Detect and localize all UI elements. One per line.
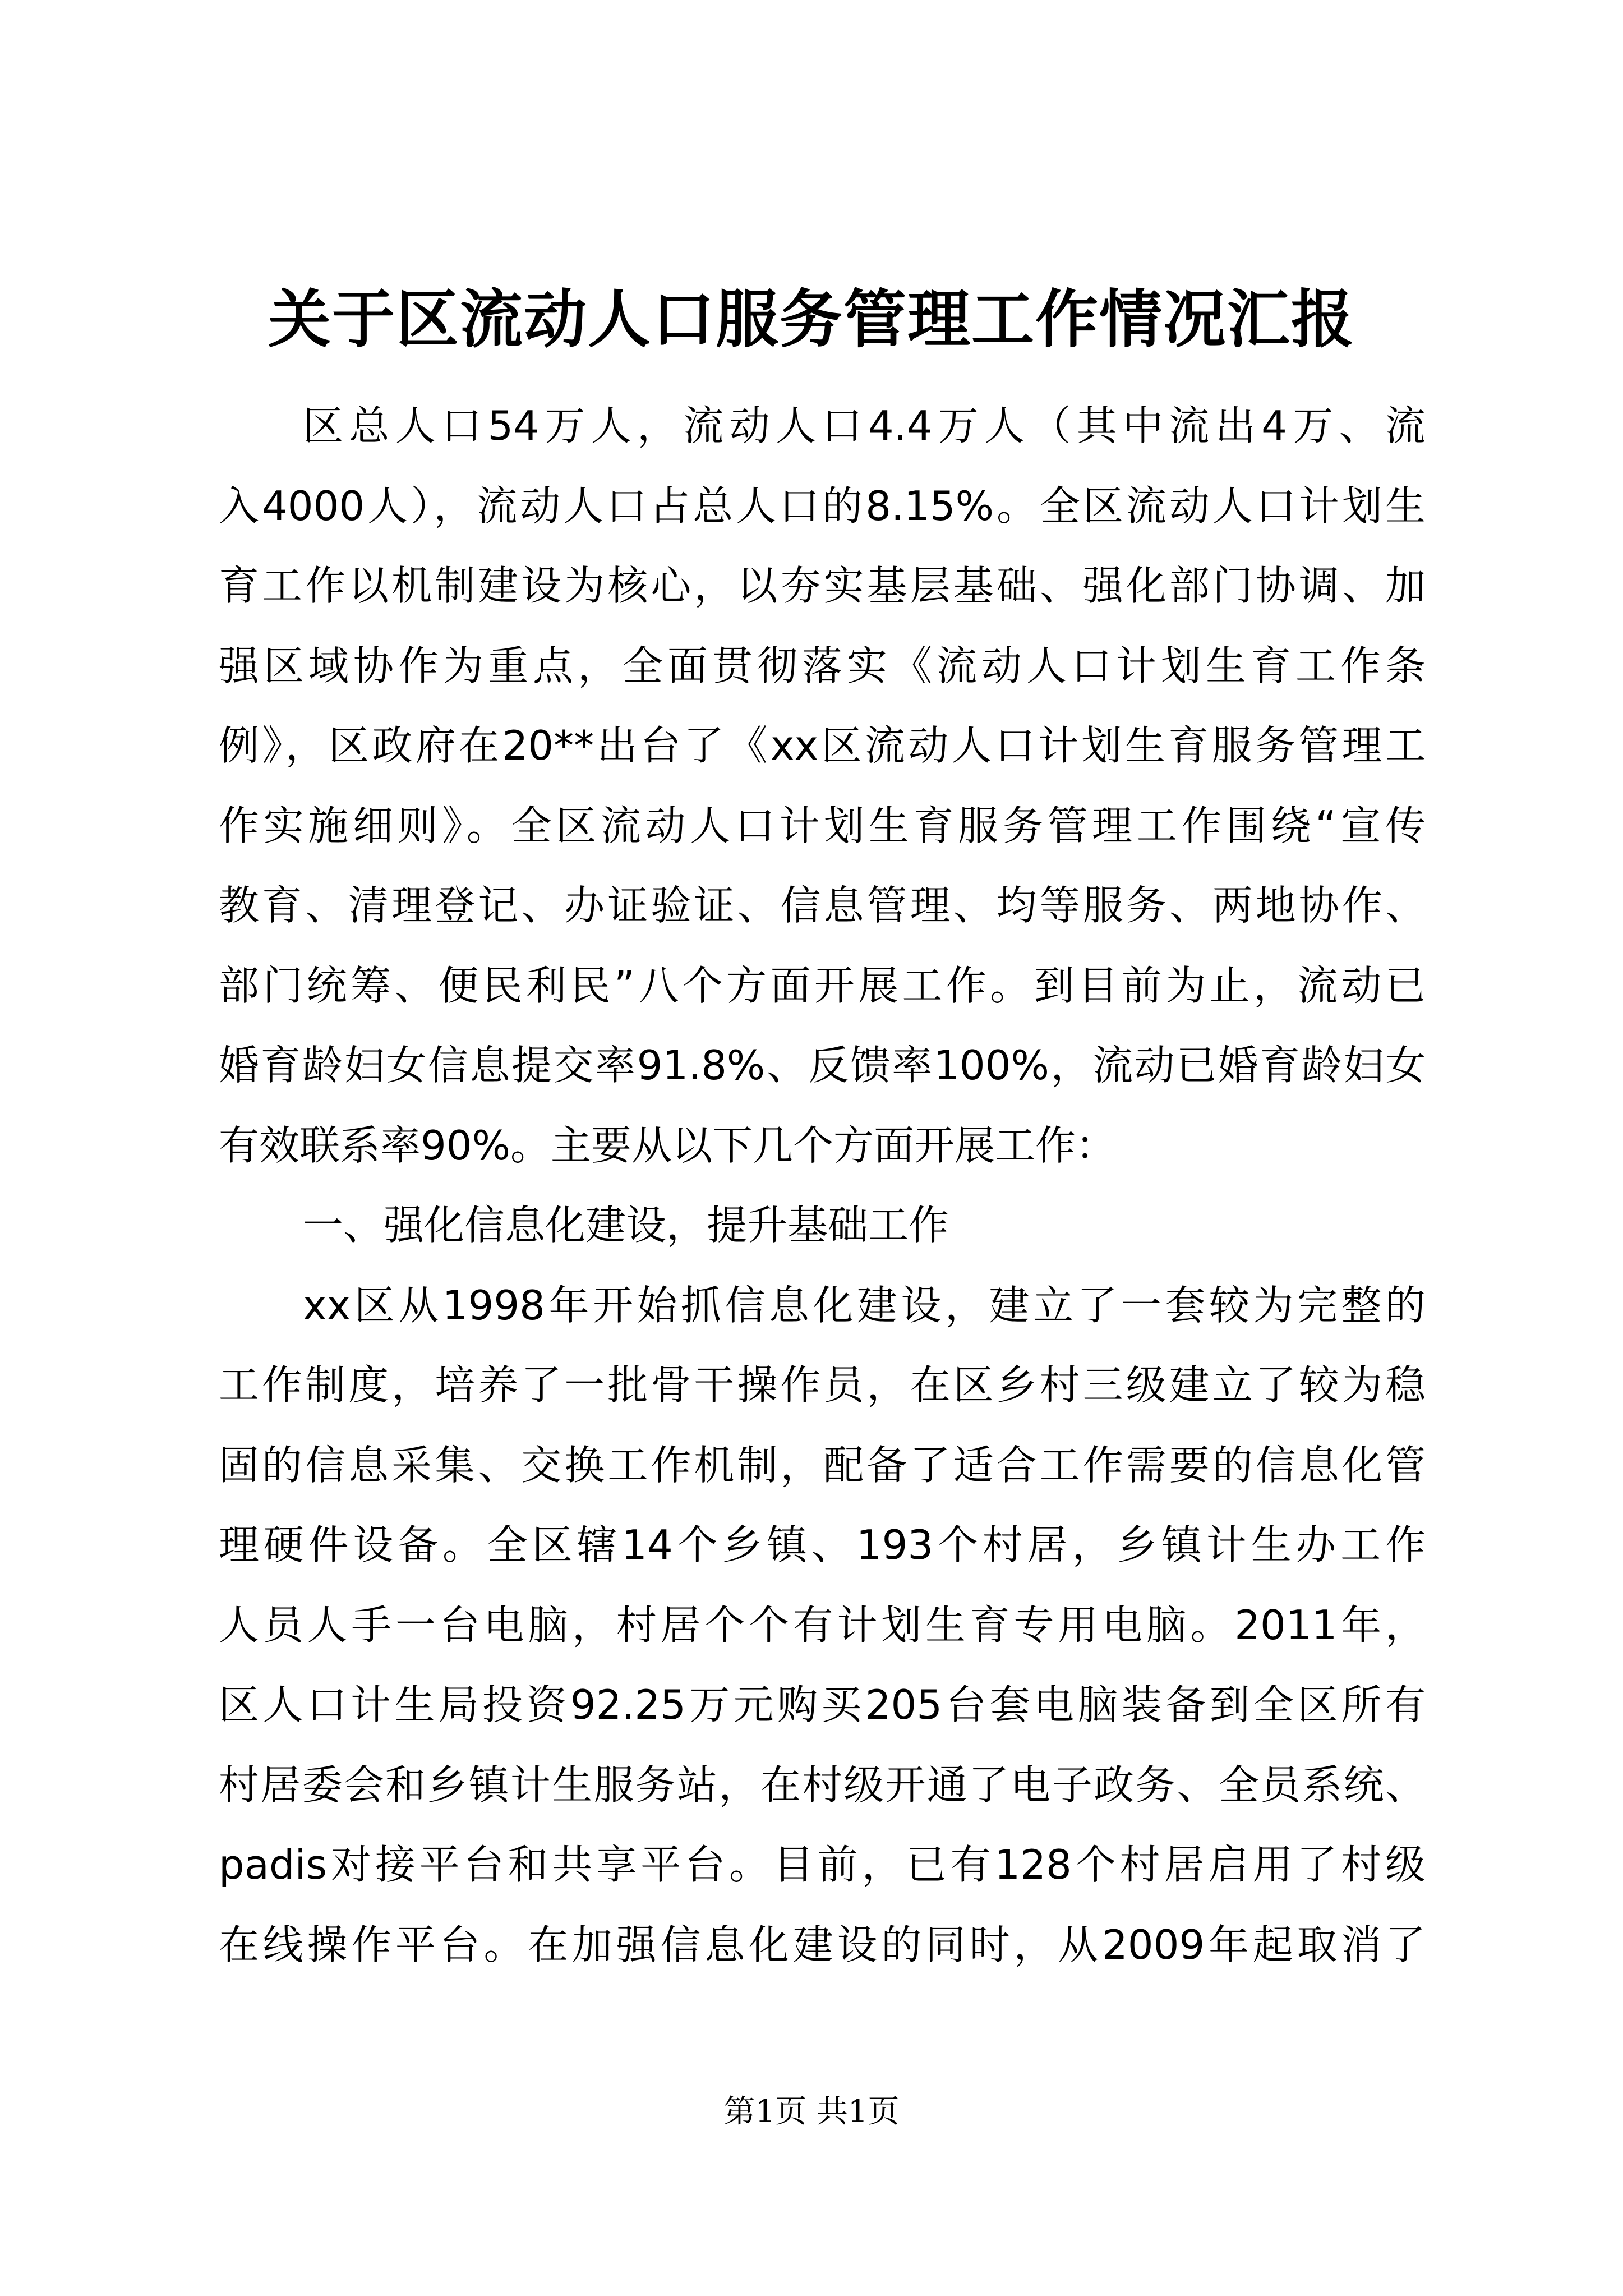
paragraph-line: 理硬件设备。全区辖14个乡镇、193个村居，乡镇计生办工作: [219, 1521, 1426, 1568]
paragraph-line: 有效联系率90%。主要从以下几个方面开展工作：: [219, 1121, 1117, 1169]
paragraph-line: 强区域协作为重点，全面贯彻落实《流动人口计划生育工作条: [219, 642, 1426, 689]
paragraph-line: 在线操作平台。在加强信息化建设的同时，从2009年起取消了: [219, 1921, 1426, 1968]
paragraph-line: 固的信息采集、交换工作机制，配备了适合工作需要的信息化管: [219, 1441, 1426, 1489]
page-number-footer: 第1页 共1页: [723, 2093, 900, 2130]
paragraph-line: 作实施细则》。全区流动人口计划生育服务管理工作围绕“宣传: [219, 802, 1426, 849]
paragraph-line: padis对接平台和共享平台。目前，已有128个村居启用了村级: [219, 1841, 1426, 1888]
paragraph-line: 例》，区政府在20**出台了《xx区流动人口计划生育服务管理工: [219, 722, 1426, 769]
paragraph-line: 婚育龄妇女信息提交率91.8%、反馈率100%，流动已婚育龄妇女: [219, 1042, 1426, 1089]
paragraph-line: 工作制度，培养了一批骨干操作员，在区乡村三级建立了较为稳: [219, 1361, 1426, 1409]
paragraph-line: 区人口计生局投资92.25万元购买205台套电脑装备到全区所有: [219, 1681, 1426, 1728]
paragraph-line: 入4000人），流动人口占总人口的8.15%。全区流动人口计划生: [219, 482, 1426, 530]
paragraph-line: 部门统筹、便民利民”八个方面开展工作。到目前为止，流动已: [219, 961, 1426, 1009]
paragraph-line: 教育、清理登记、办证验证、信息管理、均等服务、两地协作、: [219, 882, 1426, 929]
paragraph-line: 人员人手一台电脑，村居个个有计划生育专用电脑。2011年，: [219, 1601, 1426, 1649]
paragraph-line: 村居委会和乡镇计生服务站，在村级开通了电子政务、全员系统、: [219, 1761, 1426, 1809]
paragraph-line: 区总人口54万人，流动人口4.4万人（其中流出4万、流: [303, 402, 1426, 449]
paragraph-line: 育工作以机制建设为核心，以夯实基层基础、强化部门协调、加: [219, 562, 1426, 609]
paragraph-line: xx区从1998年开始抓信息化建设，建立了一套较为完整的: [303, 1281, 1426, 1329]
section-heading: 一、强化信息化建设，提升基础工作: [303, 1202, 949, 1249]
document-title: 关于区流动人口服务管理工作情况汇报: [268, 283, 1355, 356]
document-body: [219, 386, 1426, 1985]
